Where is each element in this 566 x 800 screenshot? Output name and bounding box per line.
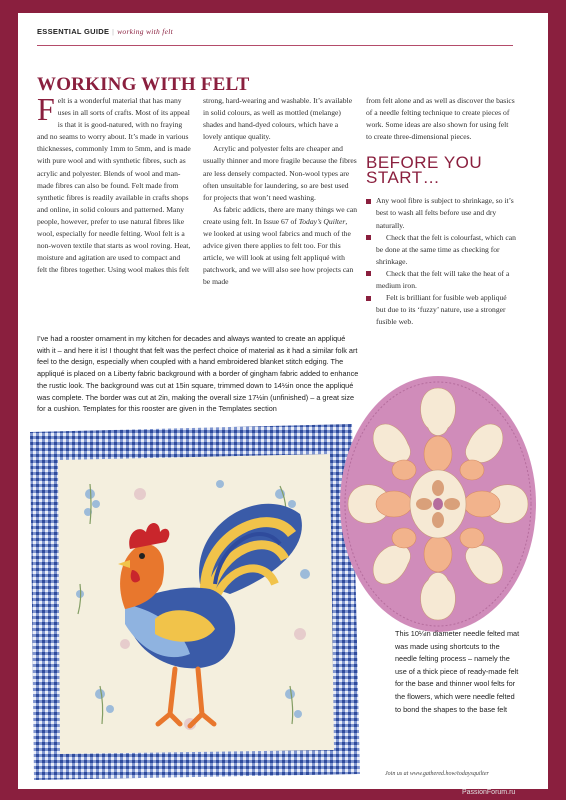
body-paragraph	[37, 91, 192, 276]
topic-label: working with felt	[117, 27, 174, 36]
page-frame-top	[0, 0, 566, 13]
paragraph-text: , we looked at using wool fabrics and much of the advice given there applies to felt too. For this article, we will look at using felt appliqué with patchwork, and we will also see how projects can be made	[203, 216, 354, 287]
body-column-1	[37, 91, 192, 276]
article-title: WORKING WITH FELT	[37, 74, 250, 95]
rooster-quilt-photo	[30, 424, 360, 780]
body-column-3	[366, 95, 516, 328]
running-header	[37, 27, 173, 36]
body-column-2	[203, 95, 358, 289]
body-paragraph: Acrylic and polyester felts are cheaper and usually thinner and more fragile because the fibres are less densely compacted. Non-wool types are often unsuitable for laundering, so are best used for projects that won’t need washing.	[203, 144, 357, 202]
bullet-item: Check that the felt is colourfast, which can be done at the same time as checking for shrinkage.	[366, 232, 516, 268]
header-rule	[37, 45, 513, 46]
body-paragraph: strong, hard-wearing and washable. It’s available in solid colours, as well as mottled (melange) shades and hand-dyed colours, which have a lovely antique quality.	[203, 96, 353, 142]
mat-caption: This 10¼in diameter needle felted mat was made using shortcuts to the needle felting process – namely the use of a thick piece of ready-made felt for the base and thinner wool felts for the flowers, which were needle felted to bond the shapes to the base felt	[395, 629, 520, 714]
section-label: ESSENTIAL GUIDE	[37, 27, 110, 36]
page-frame-right	[548, 0, 566, 800]
paragraph-text: As fabric addicts, there are many things we can create using felt. In Issue 67 of	[203, 204, 358, 226]
paragraph-text: elt is a wonderful material that has many uses in all sorts of crafts. Most of its appeal is that it is good-natured, with no fraying and no seams to worry about. It’s made in various thicknesses, commonly 1mm to 5mm, and is made with pure wool and with synthetic fibres, such as acrylic and polyester. Blends of wool and man-made fibres can also be found. Felt made from synthetic fibres is readily available in crafts shops and online, in solid colours and patterned. Many people, however, prefer to use natural fibres like wool, especially for needle felting. Wool felt is a non-woven textile that starts as wool roving. Heat, moisture and agitation are used to compact and felt the fibres together. Using wool makes this felt	[37, 96, 191, 275]
body-paragraph	[203, 204, 358, 289]
bullet-item: Any wool fibre is subject to shrinkage, so it’s best to wash all felts before use and dry naturally.	[366, 195, 516, 231]
drop-cap: F	[37, 91, 55, 127]
magazine-title: Today’s Quilter	[298, 216, 346, 226]
rooster-caption: I’ve had a rooster ornament in my kitchen for decades and always wanted to create an appliqué with it – and here it is! I thought that felt was the perfect choice of material as it had a similar folk art feel to the design, especially when coupled with a hand embroidered blanket stitch edging. The appliqué is placed on a Liberty fabric background with a border of gingham fabric added to enhance the rustic look. The background was cut at 15in square, trimmed down to 14½in once the appliqué was complete. The border was cut at 2in, making the overall size 17½in (unfinished) – a great size for a cushion. Templates for this rooster are given in the Templates section	[37, 334, 359, 414]
page-frame-left	[0, 0, 18, 800]
body-paragraph: from felt alone and as well as discover the basics of a needle felting technique to create pieces of work. Some ideas are also shown for using felt to create three-dimensional pieces.	[366, 96, 515, 142]
bullet-item: Check that the felt will take the heat of a medium iron.	[366, 268, 516, 292]
header-separator: |	[112, 27, 115, 36]
bullet-item: Felt is brilliant for fusible web appliqué but due to its ‘fuzzy’ nature, use a stronger fusible web.	[366, 292, 516, 328]
felted-mat-photo	[336, 370, 536, 640]
footer-note: Join us at www.gathered.how/todaysquilter	[385, 771, 489, 777]
watermark: PassionForum.ru	[462, 789, 516, 796]
before-you-start-heading: BEFORE YOU START…	[366, 153, 483, 188]
